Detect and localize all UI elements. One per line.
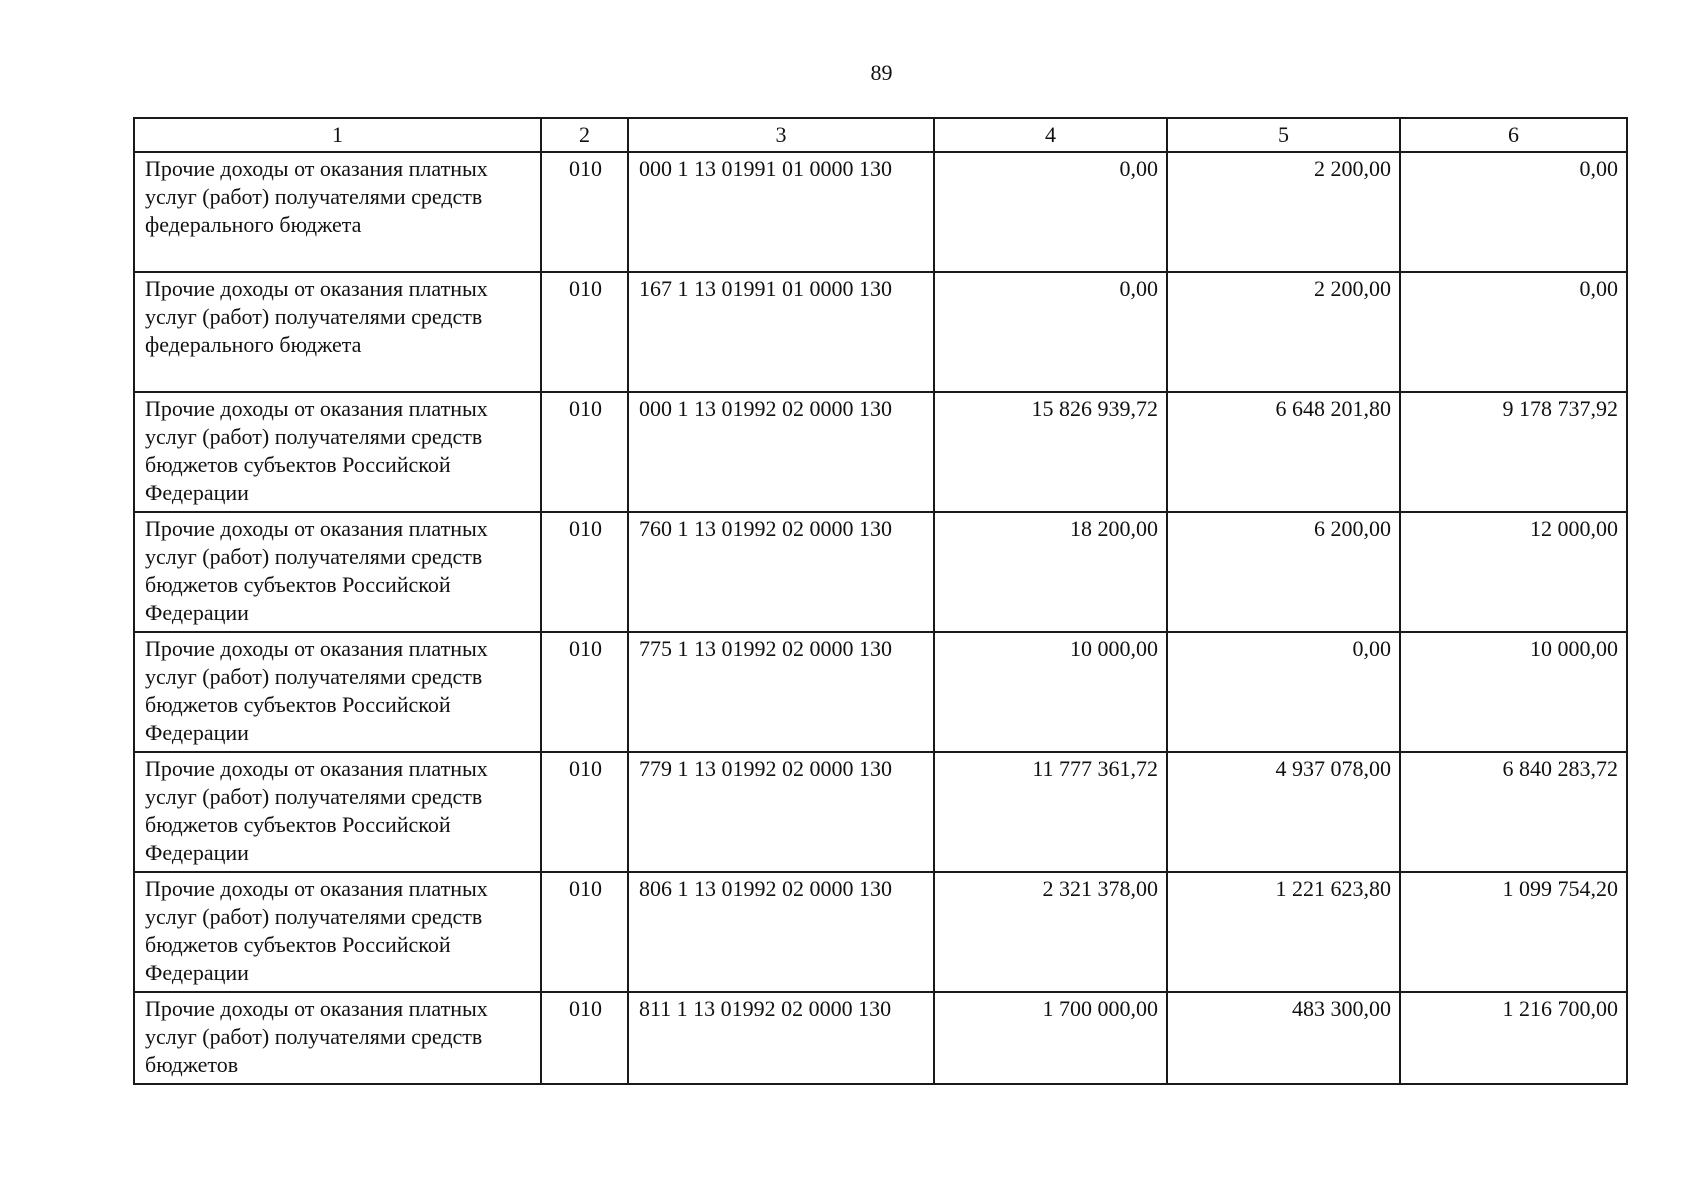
amount-col6: 0,00 xyxy=(1400,272,1627,392)
amount-col4: 11 777 361,72 xyxy=(934,752,1167,872)
row-code: 010 xyxy=(541,152,628,272)
amount-col4: 1 700 000,00 xyxy=(934,992,1167,1084)
table-row xyxy=(134,392,1627,512)
budget-classification-code: 811 1 13 01992 02 0000 130 xyxy=(628,992,934,1084)
amount-col5: 483 300,00 xyxy=(1167,992,1400,1084)
budget-classification-code: 806 1 13 01992 02 0000 130 xyxy=(628,872,934,992)
row-code: 010 xyxy=(541,512,628,632)
amount-col5: 1 221 623,80 xyxy=(1167,872,1400,992)
table-row xyxy=(134,272,1627,392)
row-code: 010 xyxy=(541,872,628,992)
amount-col4: 18 200,00 xyxy=(934,512,1167,632)
budget-classification-code: 167 1 13 01991 01 0000 130 xyxy=(628,272,934,392)
income-name: Прочие доходы от оказания платных услуг (работ) получателями средств федерального бюджета xyxy=(134,272,541,392)
income-name: Прочие доходы от оказания платных услуг (работ) получателями средств бюджетов субъектов Российской Федерации xyxy=(134,512,541,632)
table-row xyxy=(134,992,1627,1084)
column-header-2: 2 xyxy=(541,118,628,152)
amount-col5: 6 648 201,80 xyxy=(1167,392,1400,512)
budget-classification-code: 775 1 13 01992 02 0000 130 xyxy=(628,632,934,752)
table-row xyxy=(134,872,1627,992)
table-row xyxy=(134,152,1627,272)
amount-col6: 9 178 737,92 xyxy=(1400,392,1627,512)
column-header-6: 6 xyxy=(1400,118,1627,152)
budget-classification-code: 000 1 13 01991 01 0000 130 xyxy=(628,152,934,272)
amount-col6: 1 099 754,20 xyxy=(1400,872,1627,992)
income-name: Прочие доходы от оказания платных услуг (работ) получателями средств федерального бюджета xyxy=(134,152,541,272)
header-row xyxy=(134,118,1627,152)
amount-col6: 10 000,00 xyxy=(1400,632,1627,752)
amount-col6: 1 216 700,00 xyxy=(1400,992,1627,1084)
income-name: Прочие доходы от оказания платных услуг (работ) получателями средств бюджетов субъектов Российской Федерации xyxy=(134,872,541,992)
income-name: Прочие доходы от оказания платных услуг (работ) получателями средств бюджетов xyxy=(134,992,541,1084)
row-code: 010 xyxy=(541,272,628,392)
amount-col4: 10 000,00 xyxy=(934,632,1167,752)
budget-classification-code: 760 1 13 01992 02 0000 130 xyxy=(628,512,934,632)
row-code: 010 xyxy=(541,992,628,1084)
budget-classification-code: 779 1 13 01992 02 0000 130 xyxy=(628,752,934,872)
column-header-4: 4 xyxy=(934,118,1167,152)
amount-col4: 15 826 939,72 xyxy=(934,392,1167,512)
column-header-5: 5 xyxy=(1167,118,1400,152)
amount-col5: 2 200,00 xyxy=(1167,152,1400,272)
revenue-table xyxy=(133,117,1628,1085)
income-name: Прочие доходы от оказания платных услуг (работ) получателями средств бюджетов субъектов Российской Федерации xyxy=(134,392,541,512)
table-row xyxy=(134,512,1627,632)
amount-col4: 0,00 xyxy=(934,152,1167,272)
table-row xyxy=(134,632,1627,752)
table-row xyxy=(134,752,1627,872)
amount-col4: 0,00 xyxy=(934,272,1167,392)
amount-col5: 6 200,00 xyxy=(1167,512,1400,632)
column-header-3: 3 xyxy=(628,118,934,152)
row-code: 010 xyxy=(541,632,628,752)
income-name: Прочие доходы от оказания платных услуг (работ) получателями средств бюджетов субъектов Российской Федерации xyxy=(134,632,541,752)
row-code: 010 xyxy=(541,392,628,512)
row-code: 010 xyxy=(541,752,628,872)
amount-col5: 4 937 078,00 xyxy=(1167,752,1400,872)
amount-col6: 0,00 xyxy=(1400,152,1627,272)
income-name: Прочие доходы от оказания платных услуг (работ) получателями средств бюджетов субъектов Российской Федерации xyxy=(134,752,541,872)
amount-col6: 6 840 283,72 xyxy=(1400,752,1627,872)
budget-classification-code: 000 1 13 01992 02 0000 130 xyxy=(628,392,934,512)
column-header-1: 1 xyxy=(134,118,541,152)
page-number: 89 xyxy=(870,60,893,85)
amount-col4: 2 321 378,00 xyxy=(934,872,1167,992)
amount-col5: 2 200,00 xyxy=(1167,272,1400,392)
amount-col5: 0,00 xyxy=(1167,632,1400,752)
amount-col6: 12 000,00 xyxy=(1400,512,1627,632)
